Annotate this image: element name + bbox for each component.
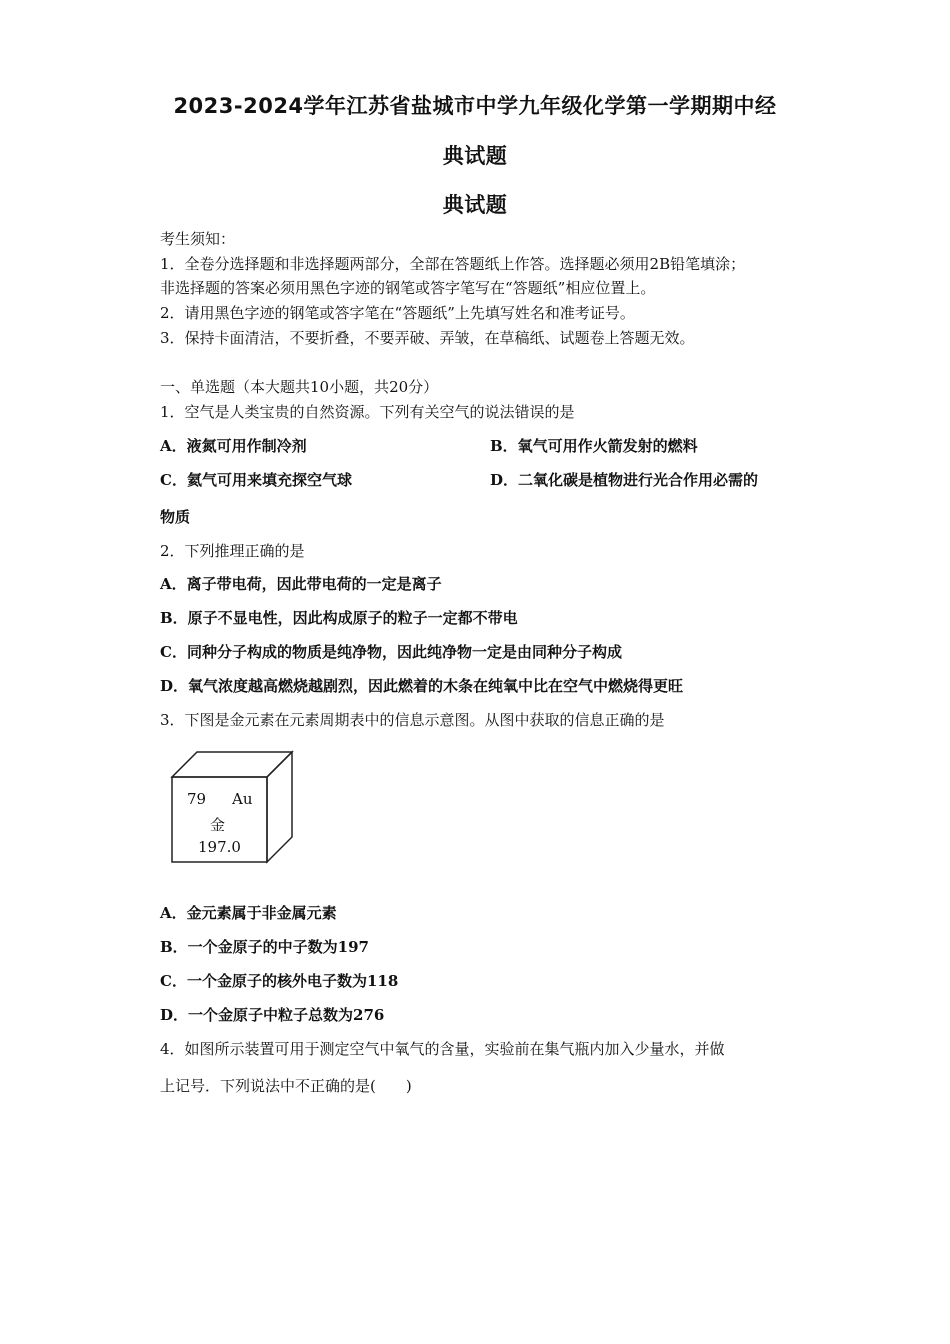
q1-option-c: C．氦气可用来填充探空气球: [160, 471, 352, 489]
q2-option-b: B．原子不显电性，因此构成原子的粒子一定都不带电: [160, 609, 518, 627]
q2-option-d: D．氧气浓度越高燃烧越剧烈，因此燃着的木条在纯氧中比在空气中燃烧得更旺: [160, 677, 684, 695]
element-symbol: Au: [232, 790, 253, 808]
q1-option-d-continued: 物质: [160, 508, 191, 526]
notice-heading: 考生须知：: [160, 230, 236, 248]
q1-option-b: B．氧气可用作火箭发射的燃料: [490, 437, 698, 455]
section-heading: 一、单选题（本大题共10小题，共20分）: [160, 378, 439, 396]
notice-item-2: 2．请用黑色字迹的钢笔或答字笔在“答题纸”上先填写姓名和准考证号。: [160, 304, 635, 322]
notice-item-1b: 非选择题的答案必须用黑色字迹的钢笔或答字笔写在“答题纸”相应位置上。: [160, 279, 656, 297]
element-name: 金: [210, 816, 226, 834]
q1-stem: 1．空气是人类宝贵的自然资源。下列有关空气的说法错误的是: [160, 403, 575, 421]
element-cell-figure: [170, 750, 295, 865]
q3-option-c: C．一个金原子的核外电子数为118: [160, 972, 399, 990]
exam-title-line3: 典试题: [442, 193, 508, 217]
q3-stem: 3．下图是金元素在元素周期表中的信息示意图。从图中获取的信息正确的是: [160, 711, 665, 729]
q1-option-d: D．二氧化碳是植物进行光合作用必需的: [490, 471, 759, 489]
exam-title-line2: 典试题: [442, 144, 508, 168]
exam-title-line1: 2023-2024学年江苏省盐城市中学九年级化学第一学期期中经: [173, 94, 777, 118]
notice-item-1a: 1．全卷分选择题和非选择题两部分，全部在答题纸上作答。选择题必须用2B铅笔填涂；: [160, 255, 746, 273]
q4-stem-line2: 上记号．下列说法中不正确的是( ): [160, 1077, 412, 1095]
atomic-number: 79: [187, 790, 207, 808]
q3-option-a: A．金元素属于非金属元素: [160, 904, 337, 922]
q2-option-c: C．同种分子构成的物质是纯净物，因此纯净物一定是由同种分子构成: [160, 643, 622, 661]
atomic-mass: 197.0: [198, 838, 241, 856]
q3-option-d: D．一个金原子中粒子总数为276: [160, 1006, 385, 1024]
q4-stem-line1: 4．如图所示装置可用于测定空气中氧气的含量，实验前在集气瓶内加入少量水，并做: [160, 1040, 725, 1058]
q2-stem: 2．下列推理正确的是: [160, 542, 305, 560]
notice-item-3: 3．保持卡面清洁，不要折叠，不要弄破、弄皱，在草稿纸、试题卷上答题无效。: [160, 329, 695, 347]
q2-option-a: A．离子带电荷，因此带电荷的一定是离子: [160, 575, 442, 593]
q1-option-a: A．液氮可用作制冷剂: [160, 437, 307, 455]
q3-option-b: B．一个金原子的中子数为197: [160, 938, 369, 956]
